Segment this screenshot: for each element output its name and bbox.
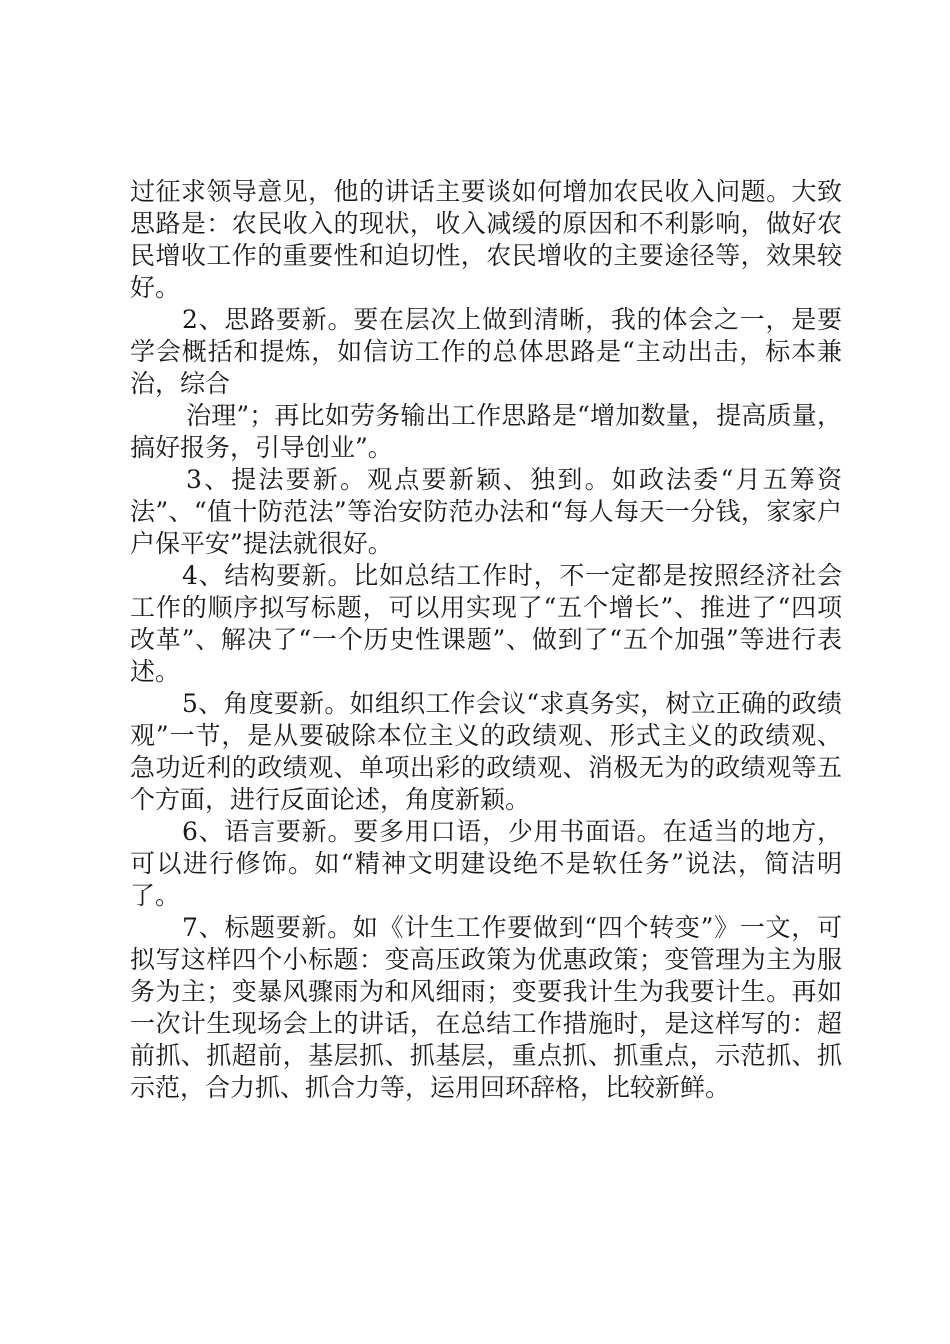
paragraph-thinking: 2、思路要新。要在层次上做到清晰，我的体会之一，是要学会概括和提炼，如信访工作的总体思路是“主动出击，标本兼治，综合 [130, 305, 842, 398]
paragraph-perspective: 5、角度要新。如组织工作会议“求真务实，树立正确的政绩观”一节，是从要破除本位主义的政绩观、形式主义的政绩观、急功近利的政绩观、单项出彩的政绩观、消极无为的政绩观等五个方面，进行反面论述，角度新颖。 [130, 689, 842, 814]
paragraph-structure: 4、结构要新。比如总结工作时，不一定都是按照经济社会工作的顺序拟写标题，可以用实现了“五个增长”、推进了“四项改革”、解决了“一个历史性课题”、做到了“五个加强”等进行表述。 [130, 561, 842, 686]
paragraph-continuation: 过征求领导意见，他的讲话主要谈如何增加农民收入问题。大致思路是：农民收入的现状，收入减缓的原因和不利影响，做好农民增收工作的重要性和迫切性，农民增收的主要途径等，效果较好。 [130, 177, 842, 302]
paragraph-headings: 7、标题要新。如《计生工作要做到“四个转变”》一文，可拟写这样四个小标题：变高压政策为优惠政策；变管理为主为服务为主；变暴风骤雨为和风细雨；变要我计生为我要计生。再如一次计生现场会上的讲话，在总结工作措施时，是这样写的：超前抓、抓超前，基层抓、抓基层，重点抓、抓重点，示范抓、抓示范，合力抓、抓合力等，运用回环辞格，比较新鲜。 [130, 913, 842, 1102]
paragraph-language: 6、语言要新。要多用口语，少用书面语。在适当的地方，可以进行修饰。如“精神文明建设绝不是软任务”说法，简洁明了。 [130, 817, 842, 910]
document-body [130, 176, 842, 1104]
paragraph-formulation: 3、提法要新。观点要新颖、独到。如政法委“月五筹资法”、“值十防范法”等治安防范办法和“每人每天一分钱，家家户户保平安”提法就很好。 [130, 465, 842, 558]
paragraph-thinking-continued: 治理”；再比如劳务输出工作思路是“增加数量，提高质量，搞好报务，引导创业”。 [130, 401, 842, 462]
